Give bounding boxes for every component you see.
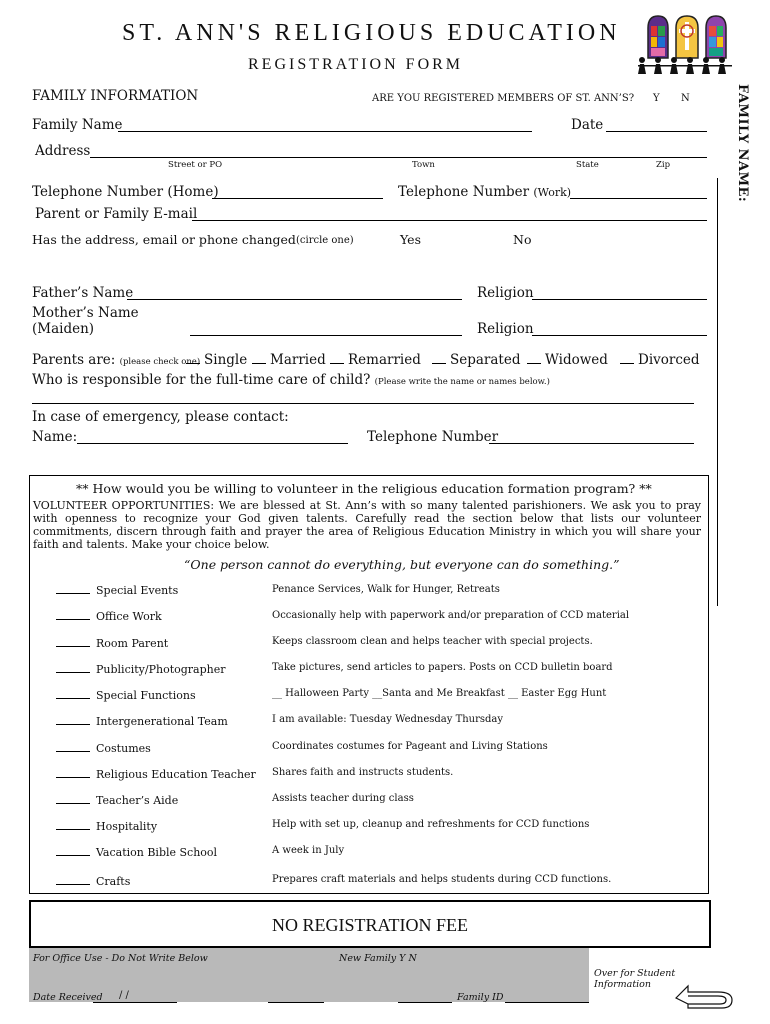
parent-status-remarried[interactable] xyxy=(330,352,421,368)
date-received-label: Date Received xyxy=(33,992,103,1003)
parent-status-separated[interactable] xyxy=(432,352,521,368)
status-widowed-label: Widowed xyxy=(545,352,608,368)
phone-home-field[interactable] xyxy=(212,198,383,199)
role-row-hospitality[interactable] xyxy=(56,820,157,833)
role-row-costumes[interactable] xyxy=(56,742,151,755)
family-name-field[interactable] xyxy=(118,131,532,132)
role-name: Special Events xyxy=(96,584,179,597)
role-name: Costumes xyxy=(96,742,151,755)
role-desc: Take pictures, send articles to papers. Posts on CCD bulletin board xyxy=(272,662,613,673)
father-religion-label: Religion xyxy=(477,285,534,301)
parent-status-widowed[interactable] xyxy=(527,352,608,368)
parents-are-row xyxy=(32,352,200,368)
no-fee-text: NO REGISTRATION FEE xyxy=(272,915,468,935)
status-single-label: Single xyxy=(204,352,248,368)
mother-name-field[interactable] xyxy=(190,335,462,336)
office-use-label: For Office Use - Do Not Write Below xyxy=(33,953,208,964)
care-question-row xyxy=(32,372,550,388)
status-separated-label: Separated xyxy=(450,352,521,368)
role-name: Publicity/Photographer xyxy=(96,663,226,676)
father-name-label: Father’s Name xyxy=(32,285,134,301)
role-row-crafts[interactable] xyxy=(56,875,130,888)
family-info-heading: FAMILY INFORMATION xyxy=(32,88,199,104)
mother-name-label: Mother’s Name xyxy=(32,305,139,321)
form-subtitle: REGISTRATION FORM xyxy=(248,56,464,73)
status-divorced-label: Divorced xyxy=(638,352,700,368)
email-field[interactable] xyxy=(192,220,707,221)
emergency-phone-label: Telephone Number xyxy=(367,429,499,445)
members-yes-option[interactable]: Y xyxy=(653,93,660,104)
form-title: ST. ANN'S RELIGIOUS EDUCATION xyxy=(122,20,621,46)
role-name: Special Functions xyxy=(96,689,196,702)
changed-question: Has the address, email or phone changed xyxy=(32,232,296,247)
role-desc: Occasionally help with paperwork and/or preparation of CCD material xyxy=(272,610,630,621)
volunteer-quote: “One person cannot do everything, but everyone can do something.” xyxy=(184,557,620,572)
role-name: Vacation Bible School xyxy=(96,846,218,859)
role-desc: I am available: Tuesday Wednesday Thursday xyxy=(272,714,504,725)
address-field[interactable] xyxy=(90,157,707,158)
role-desc: Prepares craft materials and helps students during CCD functions. xyxy=(272,874,612,885)
role-name: Crafts xyxy=(96,875,131,888)
role-desc: Shares faith and instructs students. xyxy=(272,767,454,778)
emergency-heading: In case of emergency, please contact: xyxy=(32,409,289,425)
status-married-label: Married xyxy=(270,352,326,368)
phone-work-label xyxy=(398,184,571,200)
state-caption: State xyxy=(576,160,599,170)
parent-status-married[interactable] xyxy=(252,352,326,368)
parents-are-label: Parents are: xyxy=(32,352,116,368)
emergency-phone-field[interactable] xyxy=(489,443,694,444)
role-row-intergenerational[interactable] xyxy=(56,715,228,728)
role-name: Office Work xyxy=(96,610,162,623)
role-desc: Keeps classroom clean and helps teacher with special projects. xyxy=(272,636,593,647)
role-name: Religious Education Teacher xyxy=(96,768,256,781)
address-label: Address xyxy=(35,143,91,159)
over-note-line1: Over for Student xyxy=(594,968,676,979)
side-divider xyxy=(717,178,718,606)
office-field-3[interactable] xyxy=(398,1002,452,1003)
emergency-name-label: Name: xyxy=(32,429,78,445)
role-desc: Coordinates costumes for Pageant and Living Stations xyxy=(272,741,548,752)
date-label: Date xyxy=(571,117,604,133)
volunteer-heading: ** How would you be willing to volunteer in the religious education formation program? ** xyxy=(76,481,652,496)
members-no-option[interactable]: N xyxy=(681,93,690,104)
role-row-teachers-aide[interactable] xyxy=(56,794,178,807)
phone-work-field[interactable] xyxy=(570,198,707,199)
town-caption: Town xyxy=(412,160,435,170)
role-row-room-parent[interactable] xyxy=(56,637,168,650)
role-row-special-events[interactable] xyxy=(56,584,178,597)
family-id-label: Family ID xyxy=(457,992,504,1003)
email-label: Parent or Family E-mail xyxy=(35,206,198,222)
zip-caption: Zip xyxy=(656,160,671,170)
date-slashes: / / xyxy=(119,990,129,1001)
care-hint: (Please write the name or names below.) xyxy=(374,377,550,387)
emergency-name-field[interactable] xyxy=(77,443,348,444)
father-name-field[interactable] xyxy=(127,299,462,300)
status-remarried-label: Remarried xyxy=(348,352,421,368)
mother-maiden-label: (Maiden) xyxy=(32,321,95,337)
curved-arrow-icon xyxy=(670,978,740,1012)
role-row-special-functions[interactable] xyxy=(56,689,196,702)
street-caption: Street or PO xyxy=(168,160,223,170)
phone-work-label-text: Telephone Number xyxy=(398,184,530,200)
role-desc: Help with set up, cleanup and refreshments for CCD functions xyxy=(272,819,590,830)
role-row-vbs[interactable] xyxy=(56,846,217,859)
check-one-hint: (please check one) xyxy=(119,357,201,367)
role-name: Room Parent xyxy=(96,637,169,650)
family-name-label: Family Name xyxy=(32,117,123,133)
volunteer-intro: VOLUNTEER OPPORTUNITIES: We are blessed at St. Ann’s with so many talented parishioners. We ask you to pray with openness to recognize your God given talents. Carefully read the section below that lists our volunteer commitments, discern through faith and prayer the area of Religious Education Ministry in which you will share your faith and talents. Make your choice below. xyxy=(33,499,701,551)
changed-yes-option[interactable]: Yes xyxy=(400,232,421,247)
care-question: Who is responsible for the full-time care of child? xyxy=(32,372,371,388)
role-name: Hospitality xyxy=(96,820,158,833)
date-received-field[interactable] xyxy=(93,1002,177,1003)
over-note-line2: Information xyxy=(594,979,652,990)
phone-home-label: Telephone Number (Home) xyxy=(32,184,219,200)
role-row-office-work[interactable] xyxy=(56,610,162,623)
role-desc: A week in July xyxy=(272,845,345,856)
role-name: Intergenerational Team xyxy=(96,715,228,728)
role-row-publicity[interactable] xyxy=(56,663,226,676)
family-name-side-label: FAMILY NAME: xyxy=(735,84,750,203)
role-row-re-teacher[interactable] xyxy=(56,768,256,781)
phone-work-suffix: (Work) xyxy=(533,186,572,199)
members-question: ARE YOU REGISTERED MEMBERS OF ST. ANN’S? xyxy=(372,93,635,104)
mother-religion-field[interactable] xyxy=(532,335,707,336)
father-religion-field[interactable] xyxy=(532,299,707,300)
caretaker-field[interactable] xyxy=(32,403,694,404)
parent-status-divorced[interactable] xyxy=(620,352,700,368)
role-desc: __ Halloween Party __Santa and Me Breakfast __ Easter Egg Hunt xyxy=(272,688,607,699)
role-name: Teacher’s Aide xyxy=(96,794,179,807)
changed-no-option[interactable]: No xyxy=(513,232,532,247)
parent-status-single[interactable] xyxy=(186,352,247,368)
mother-religion-label: Religion xyxy=(477,321,534,337)
date-field[interactable] xyxy=(606,131,707,132)
family-id-field[interactable] xyxy=(505,1002,589,1003)
stained-glass-logo xyxy=(636,14,738,74)
circle-one-hint: (circle one) xyxy=(296,235,354,246)
role-desc: Penance Services, Walk for Hunger, Retreats xyxy=(272,584,500,595)
office-field-2[interactable] xyxy=(268,1002,324,1003)
role-desc: Assists teacher during class xyxy=(272,793,414,804)
new-family-label: New Family Y N xyxy=(339,953,417,964)
